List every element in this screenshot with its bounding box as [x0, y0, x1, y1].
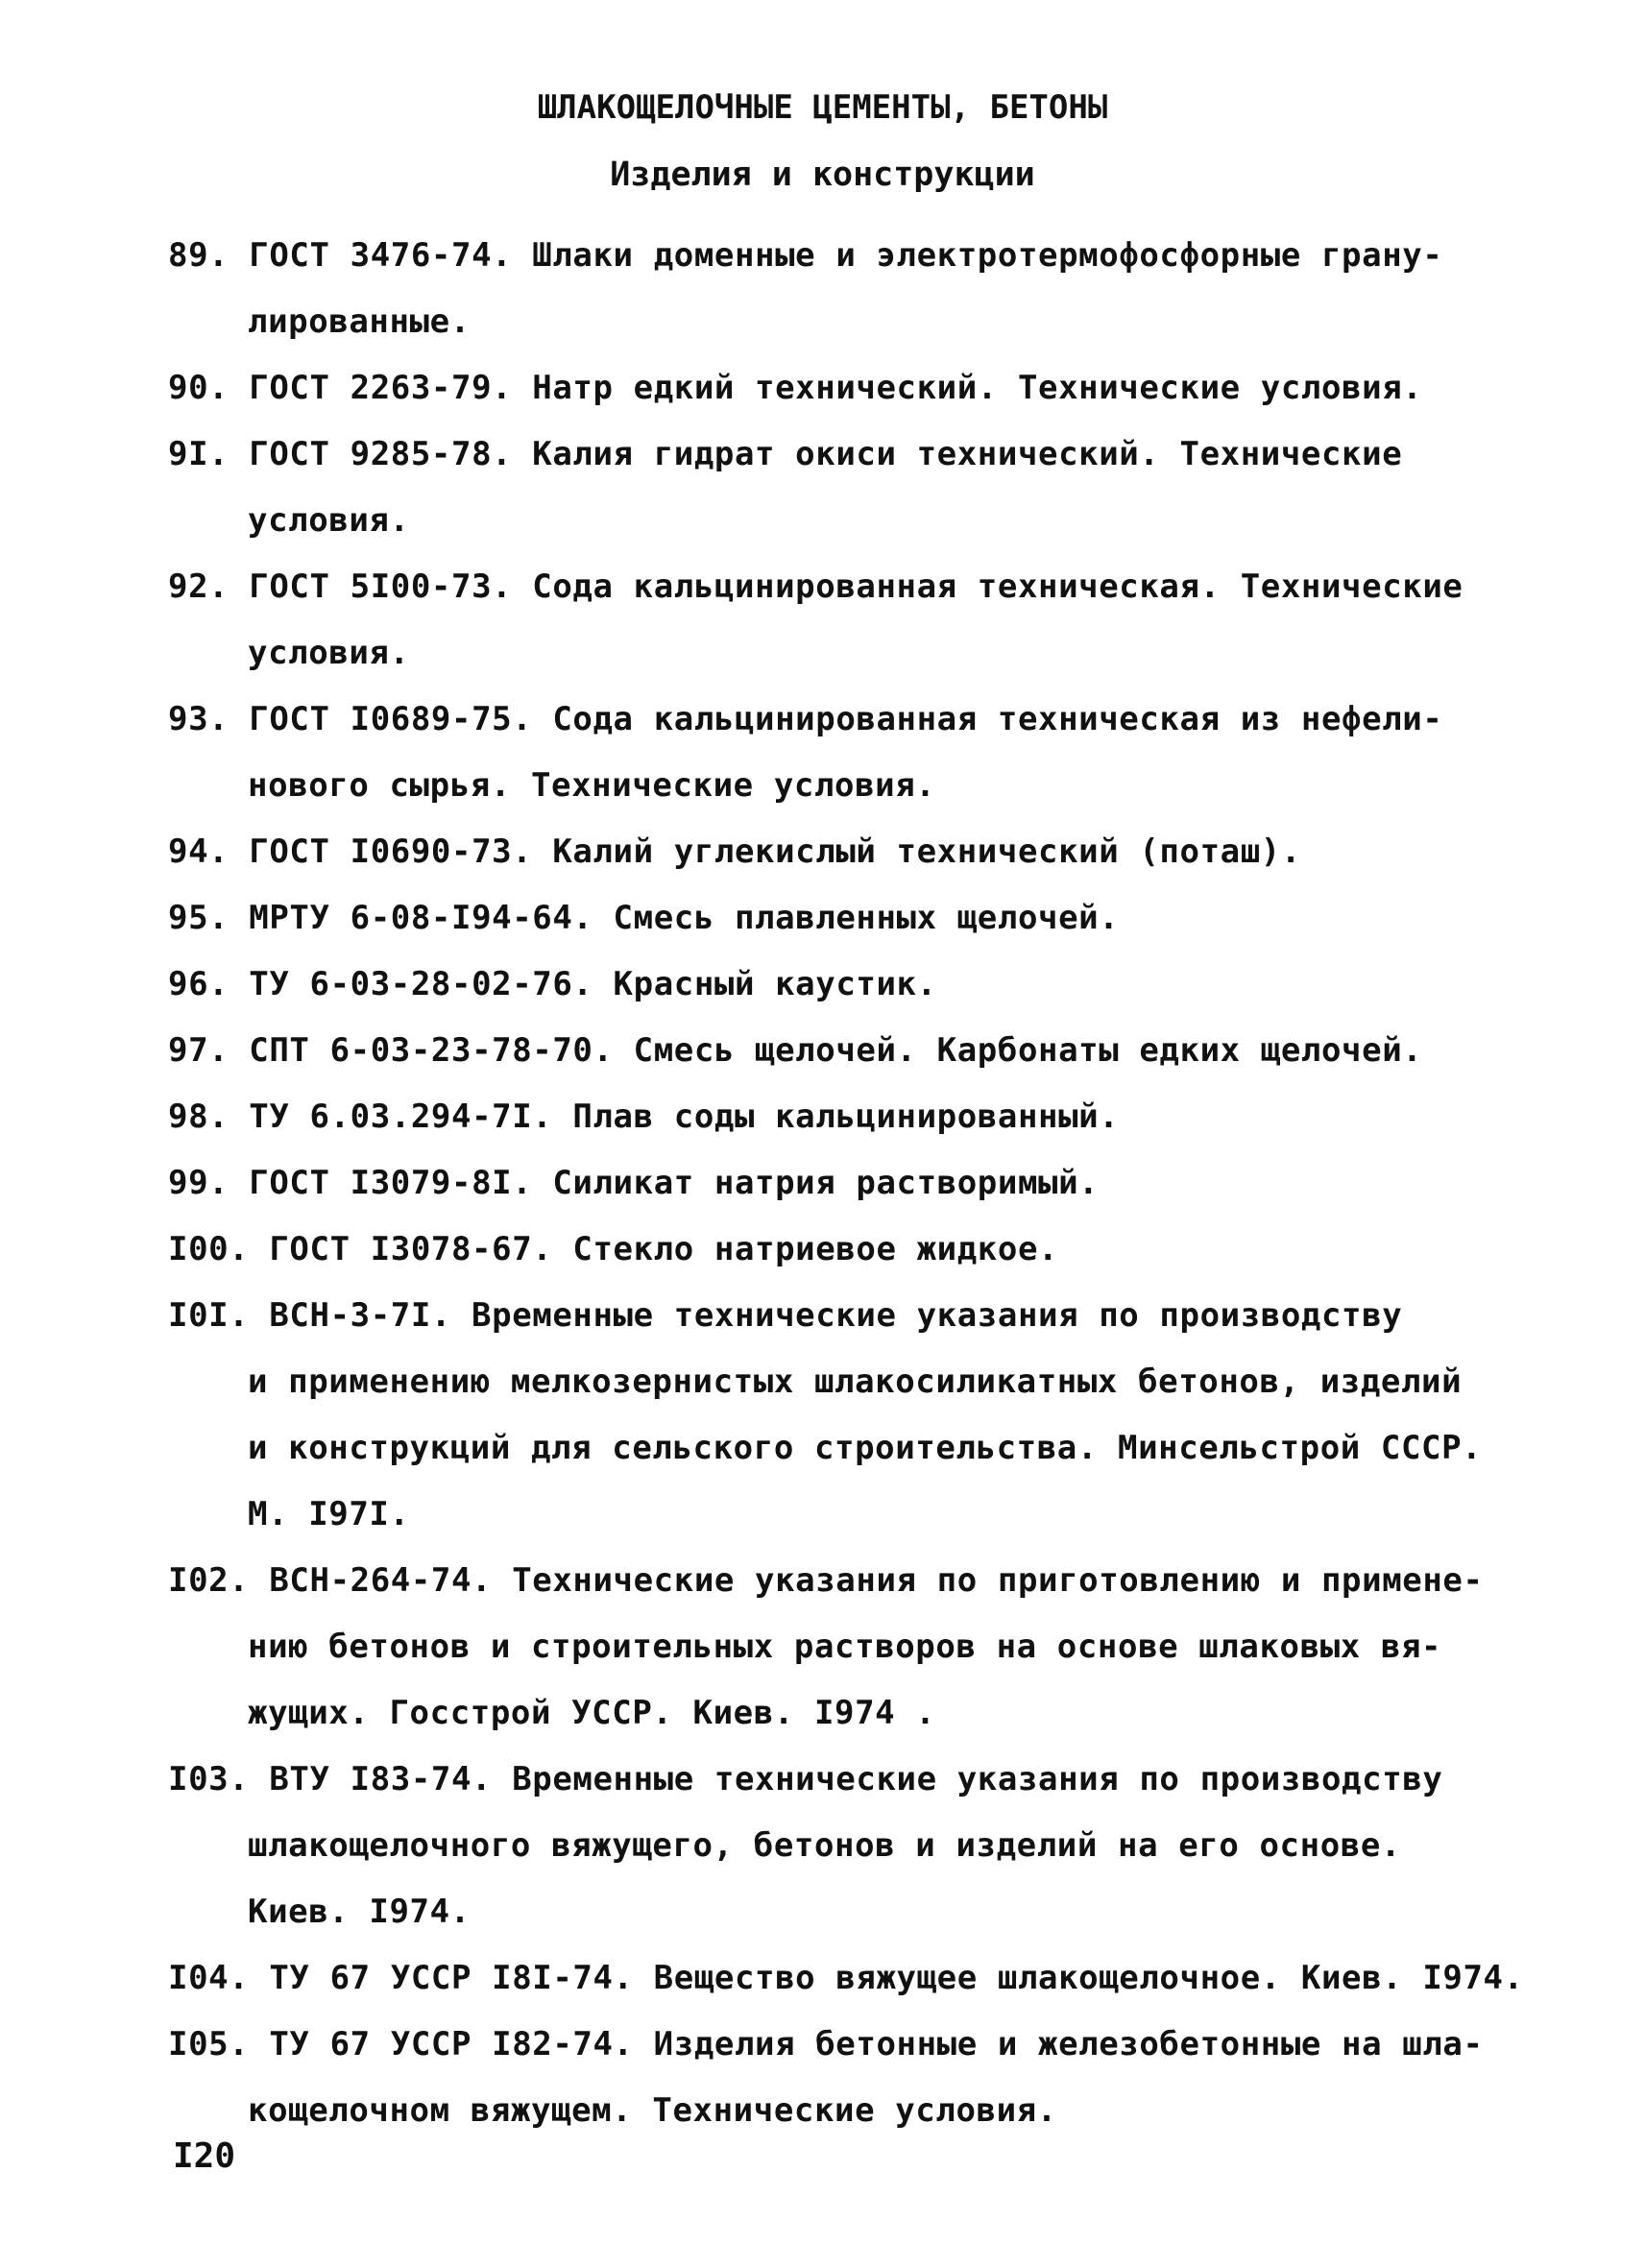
reference-entry [168, 1217, 1512, 1283]
reference-number: 98. [168, 1098, 230, 1136]
reference-text: ГОСТ 3476-74. Шлаки доменные и электротермофосфорные грану- [249, 236, 1443, 275]
reference-text: нового сырья. Технические условия. [248, 766, 936, 805]
reference-text: ГОСТ 5I00-73. Сода кальцинированная техническая. Технические [249, 567, 1464, 606]
reference-text: ВСН-264-74. Технические указания по приготовлению и примене- [269, 1561, 1484, 1600]
reference-line-continuation [168, 753, 1512, 819]
reference-line-continuation [168, 1614, 1512, 1680]
reference-text: ГОСТ I3079-8I. Силикат натрия растворимый. [249, 1164, 1100, 1202]
reference-line-continuation [168, 2078, 1512, 2144]
reference-text: ГОСТ 9285-78. Калия гидрат окиси технический. Технические [249, 435, 1403, 473]
reference-line-first [168, 687, 1512, 753]
reference-line-first [168, 223, 1512, 289]
reference-number: 99. [168, 1164, 230, 1202]
reference-number: 90. [168, 369, 230, 407]
reference-number: I05. [168, 2025, 250, 2063]
reference-entry [168, 223, 1512, 355]
reference-line-first [168, 1945, 1524, 2012]
reference-number: 97. [168, 1031, 230, 1070]
reference-entry [168, 1084, 1512, 1150]
reference-text: ТУ 6.03.294-7I. Плав соды кальцинированный. [249, 1098, 1120, 1136]
reference-line-continuation [168, 1349, 1512, 1415]
reference-number: I04. [168, 1959, 250, 1997]
reference-number: I00. [168, 1230, 250, 1268]
reference-text: СПТ 6-03-23-78-70. Смесь щелочей. Карбонаты едких щелочей. [249, 1031, 1423, 1070]
reference-text: нию бетонов и строительных растворов на основе шлаковых вя- [248, 1628, 1442, 1666]
reference-text: условия. [248, 501, 410, 540]
reference-text: МРТУ 6-08-I94-64. Смесь плавленных щелочей. [249, 899, 1120, 937]
reference-line-continuation [168, 1680, 1512, 1747]
reference-entry [168, 1150, 1512, 1217]
reference-entry [168, 2012, 1512, 2144]
reference-entry [168, 819, 1512, 885]
reference-number: 92. [168, 567, 230, 606]
reference-text: и применению мелкозернистых шлакосиликатных бетонов, изделий [248, 1363, 1463, 1401]
reference-line-first [168, 1018, 1512, 1084]
reference-text: ВТУ I83-74. Временные технические указания по производству [269, 1760, 1443, 1798]
reference-entry [168, 1548, 1512, 1747]
reference-entry [168, 1018, 1512, 1084]
page-subtitle: Изделия и конструкции [610, 156, 1035, 194]
reference-entry [168, 1945, 1524, 2012]
reference-line-continuation [168, 289, 1512, 355]
reference-entry [168, 422, 1512, 554]
reference-line-continuation [168, 1415, 1512, 1482]
reference-entry [168, 1283, 1512, 1548]
reference-line-first [168, 885, 1512, 952]
reference-number: 93. [168, 700, 230, 738]
reference-line-continuation [168, 620, 1512, 687]
reference-number: 94. [168, 832, 230, 871]
reference-line-continuation [168, 1482, 1512, 1548]
reference-line-first [168, 2012, 1512, 2078]
reference-entry [168, 355, 1512, 422]
reference-entry [168, 952, 1512, 1018]
reference-line-continuation [168, 488, 1512, 554]
reference-text: условия. [248, 634, 410, 672]
reference-line-first [168, 1150, 1512, 1217]
reference-line-continuation [168, 1813, 1512, 1879]
reference-number: 9I. [168, 435, 230, 473]
reference-line-first [168, 1747, 1512, 1813]
reference-number: I0I. [168, 1296, 250, 1335]
reference-entry [168, 687, 1512, 819]
page-title: ШЛАКОЩЕЛОЧНЫЕ ЦЕМЕНТЫ, БЕТОНЫ [537, 88, 1108, 127]
reference-text: ГОСТ 2263-79. Натр едкий технический. Технические условия. [249, 369, 1423, 407]
reference-text: Киев. I974. [248, 1893, 471, 1931]
reference-line-first [168, 422, 1512, 488]
reference-text: ГОСТ I0689-75. Сода кальцинированная техническая из нефели- [249, 700, 1443, 738]
reference-entry [168, 1747, 1512, 1945]
reference-text: жущих. Госстрой УССР. Киев. I974 . [248, 1694, 936, 1732]
reference-line-first [168, 554, 1512, 620]
reference-line-first [168, 819, 1512, 885]
reference-text: ТУ 6-03-28-02-76. Красный каустик. [249, 965, 937, 1003]
reference-number: 89. [168, 236, 230, 275]
reference-number: I03. [168, 1760, 250, 1798]
reference-line-first [168, 952, 1512, 1018]
reference-number: 96. [168, 965, 230, 1003]
reference-text: лированные. [248, 302, 471, 341]
reference-entry [168, 554, 1512, 687]
reference-text: ТУ 67 УССР I8I-74. Вещество вяжущее шлакощелочное. Киев. I974. [269, 1959, 1524, 1997]
reference-line-continuation [168, 1879, 1512, 1945]
reference-text: ВСН-3-7I. Временные технические указания по производству [269, 1296, 1403, 1335]
reference-text: кощелочном вяжущем. Технические условия. [248, 2091, 1057, 2130]
reference-line-first [168, 1548, 1512, 1614]
reference-line-first [168, 1084, 1512, 1150]
reference-entry [168, 885, 1512, 952]
reference-line-first [168, 1283, 1512, 1349]
reference-text: и конструкций для сельского строительства. Минсельстрой СССР. [248, 1429, 1483, 1467]
reference-number: I02. [168, 1561, 250, 1600]
reference-text: ТУ 67 УССР I82-74. Изделия бетонные и железобетонные на шла- [269, 2025, 1484, 2063]
reference-number: 95. [168, 899, 230, 937]
reference-text: ГОСТ I0690-73. Калий углекислый технический (поташ). [249, 832, 1301, 871]
reference-line-first [168, 1217, 1512, 1283]
reference-text: ГОСТ I3078-67. Стекло натриевое жидкое. [269, 1230, 1059, 1268]
page-number: I20 [173, 2136, 236, 2176]
reference-line-first [168, 355, 1512, 422]
reference-text: М. I97I. [248, 1495, 410, 1533]
reference-text: шлакощелочного вяжущего, бетонов и изделий на его основе. [248, 1826, 1401, 1865]
